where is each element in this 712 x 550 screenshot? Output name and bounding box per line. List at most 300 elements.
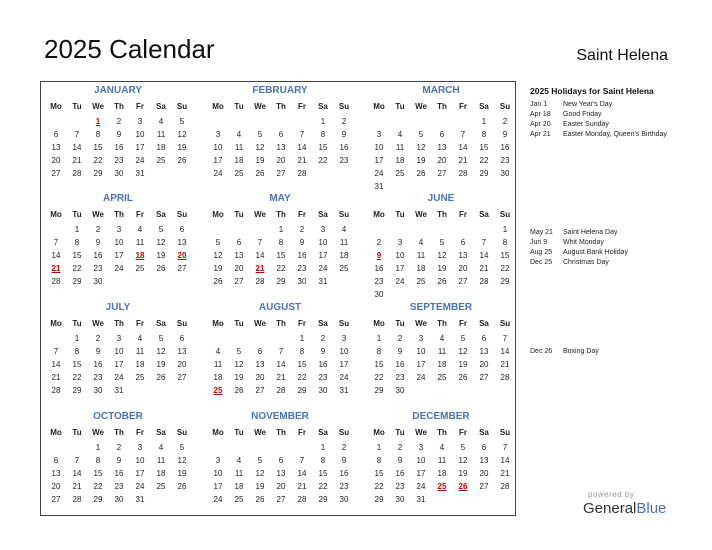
day-cell: 8	[376, 456, 382, 465]
day-cell: 29	[374, 386, 384, 395]
day-cell: 21	[458, 156, 468, 165]
day-cell: 19	[156, 360, 166, 369]
day-cell: 10	[213, 469, 223, 478]
weekday-header: Sa	[318, 319, 328, 328]
day-cell: 3	[341, 334, 347, 343]
holiday-name: Christmas Day	[563, 259, 609, 266]
day-cell: 27	[458, 277, 468, 286]
day-cell: 2	[299, 225, 305, 234]
holiday-day: 20	[177, 251, 187, 260]
day-cell: 26	[177, 482, 187, 491]
day-cell: 9	[502, 130, 508, 139]
day-cell: 25	[339, 264, 349, 273]
day-cell: 17	[213, 156, 223, 165]
day-cell: 25	[234, 495, 244, 504]
day-cell: 30	[395, 495, 405, 504]
day-cell: 24	[416, 373, 426, 382]
holiday-date: Jan 1	[530, 101, 548, 108]
weekday-header: We	[92, 210, 104, 219]
weekday-header: Mo	[212, 428, 224, 437]
day-cell: 10	[135, 130, 145, 139]
day-cell: 13	[276, 143, 286, 152]
day-cell: 28	[500, 373, 510, 382]
holiday-name: New Year's Day	[563, 101, 613, 108]
day-cell: 19	[255, 482, 265, 491]
day-cell: 3	[418, 443, 424, 452]
day-cell: 6	[53, 456, 59, 465]
day-cell: 19	[177, 143, 187, 152]
day-cell: 1	[481, 117, 487, 126]
day-cell: 27	[276, 495, 286, 504]
weekday-header: Fr	[136, 428, 144, 437]
day-cell: 3	[418, 334, 424, 343]
day-cell: 2	[95, 225, 101, 234]
powered-by-text: powered by	[588, 490, 635, 499]
day-cell: 31	[339, 386, 349, 395]
day-cell: 29	[374, 495, 384, 504]
day-cell: 6	[439, 130, 445, 139]
day-cell: 12	[234, 360, 244, 369]
day-cell: 19	[234, 373, 244, 382]
day-cell: 30	[374, 290, 384, 299]
day-cell: 2	[341, 117, 347, 126]
day-cell: 8	[320, 130, 326, 139]
day-cell: 5	[179, 443, 185, 452]
weekday-header: Th	[437, 102, 447, 111]
day-cell: 17	[114, 251, 124, 260]
weekday-header: Su	[499, 102, 511, 111]
day-cell: 13	[255, 360, 265, 369]
weekday-header: Su	[176, 210, 188, 219]
day-cell: 27	[177, 373, 187, 382]
month-name: MAY	[269, 193, 291, 204]
day-cell: 22	[374, 373, 384, 382]
day-cell: 11	[135, 238, 145, 247]
weekday-header: Sa	[479, 210, 489, 219]
day-cell: 30	[114, 169, 124, 178]
holiday-item	[530, 258, 675, 268]
day-cell: 27	[479, 373, 489, 382]
day-cell: 3	[320, 225, 326, 234]
weekday-header: Fr	[459, 210, 467, 219]
day-cell: 11	[156, 130, 166, 139]
day-cell: 6	[179, 225, 185, 234]
day-cell: 8	[299, 347, 305, 356]
day-cell: 5	[158, 225, 164, 234]
day-cell: 17	[416, 469, 426, 478]
day-cell: 23	[395, 482, 405, 491]
day-cell: 29	[276, 277, 286, 286]
holiday-item	[530, 347, 675, 357]
day-cell: 5	[257, 456, 263, 465]
day-cell: 6	[278, 130, 284, 139]
day-cell: 8	[95, 456, 101, 465]
weekday-header: Th	[276, 102, 286, 111]
day-cell: 1	[95, 443, 101, 452]
day-cell: 10	[395, 251, 405, 260]
day-cell: 17	[213, 482, 223, 491]
day-cell: 26	[255, 169, 265, 178]
weekday-header: Tu	[395, 210, 405, 219]
day-cell: 16	[114, 469, 124, 478]
day-cell: 19	[255, 156, 265, 165]
day-cell: 6	[53, 130, 59, 139]
day-cell: 16	[93, 360, 103, 369]
weekday-header: Th	[437, 319, 447, 328]
weekday-header: Fr	[298, 428, 306, 437]
day-cell: 25	[135, 373, 145, 382]
weekday-header: Mo	[373, 210, 385, 219]
day-cell: 27	[51, 169, 61, 178]
holiday-item	[530, 120, 675, 130]
day-cell: 11	[416, 251, 426, 260]
weekday-header: Sa	[318, 102, 328, 111]
brand-logo	[583, 500, 666, 517]
day-cell: 6	[257, 347, 263, 356]
day-cell: 28	[72, 169, 82, 178]
weekday-header: Fr	[136, 319, 144, 328]
page-title: 2025 Calendar	[44, 34, 215, 64]
day-cell: 22	[72, 373, 82, 382]
day-cell: 13	[177, 347, 187, 356]
day-cell: 5	[215, 238, 221, 247]
weekday-header: Fr	[298, 210, 306, 219]
weekday-header: Su	[499, 428, 511, 437]
day-cell: 28	[458, 169, 468, 178]
day-cell: 23	[93, 264, 103, 273]
day-cell: 28	[51, 386, 61, 395]
weekday-header: Su	[338, 210, 350, 219]
day-cell: 3	[215, 456, 221, 465]
day-cell: 21	[51, 373, 61, 382]
day-cell: 12	[177, 130, 187, 139]
holiday-group	[530, 100, 675, 140]
day-cell: 15	[72, 251, 82, 260]
day-cell: 26	[416, 169, 426, 178]
day-cell: 4	[158, 117, 164, 126]
weekday-header: Su	[338, 102, 350, 111]
day-cell: 17	[416, 360, 426, 369]
day-cell: 4	[397, 130, 403, 139]
day-cell: 17	[339, 360, 349, 369]
weekday-header: Mo	[50, 102, 62, 111]
holiday-day: 21	[255, 264, 265, 273]
day-cell: 2	[397, 334, 403, 343]
day-cell: 28	[500, 482, 510, 491]
day-cell: 1	[320, 117, 326, 126]
weekday-header: Mo	[212, 319, 224, 328]
day-cell: 12	[255, 143, 265, 152]
day-cell: 3	[397, 238, 403, 247]
day-cell: 13	[276, 469, 286, 478]
day-cell: 27	[479, 482, 489, 491]
weekday-header: Mo	[50, 428, 62, 437]
weekday-header: We	[92, 319, 104, 328]
day-cell: 11	[395, 143, 405, 152]
holiday-date: Aug 25	[530, 249, 553, 256]
day-cell: 26	[156, 264, 166, 273]
day-cell: 19	[458, 469, 468, 478]
day-cell: 26	[458, 373, 468, 382]
day-cell: 4	[215, 347, 221, 356]
day-cell: 8	[74, 238, 80, 247]
weekday-header: Fr	[459, 319, 467, 328]
day-cell: 29	[72, 386, 82, 395]
day-cell: 24	[114, 264, 124, 273]
weekday-header: We	[92, 428, 104, 437]
day-cell: 24	[114, 373, 124, 382]
day-cell: 13	[458, 251, 468, 260]
day-cell: 23	[500, 156, 510, 165]
day-cell: 20	[255, 373, 265, 382]
weekday-header: Mo	[373, 428, 385, 437]
day-cell: 28	[51, 277, 61, 286]
day-cell: 14	[255, 251, 265, 260]
day-cell: 19	[416, 156, 426, 165]
day-cell: 13	[177, 238, 187, 247]
day-cell: 12	[458, 456, 468, 465]
day-cell: 25	[156, 156, 166, 165]
weekday-header: Mo	[212, 102, 224, 111]
day-cell: 25	[234, 169, 244, 178]
day-cell: 2	[320, 334, 326, 343]
day-cell: 3	[376, 130, 382, 139]
day-cell: 27	[255, 386, 265, 395]
weekday-header: Sa	[318, 210, 328, 219]
day-cell: 30	[93, 386, 103, 395]
day-cell: 22	[93, 156, 103, 165]
day-cell: 30	[297, 277, 307, 286]
day-cell: 22	[318, 156, 328, 165]
day-cell: 16	[395, 360, 405, 369]
weekday-header: Su	[176, 102, 188, 111]
month-name: DECEMBER	[412, 411, 470, 422]
day-cell: 1	[320, 443, 326, 452]
day-cell: 24	[339, 373, 349, 382]
day-cell: 26	[213, 277, 223, 286]
day-cell: 10	[416, 456, 426, 465]
weekday-header: Mo	[373, 102, 385, 111]
month-name: MARCH	[422, 85, 460, 96]
weekday-header: Sa	[156, 102, 166, 111]
day-cell: 28	[479, 277, 489, 286]
day-cell: 24	[135, 482, 145, 491]
day-cell: 9	[320, 347, 326, 356]
day-cell: 6	[179, 334, 185, 343]
day-cell: 2	[116, 117, 122, 126]
day-cell: 30	[395, 386, 405, 395]
weekday-header: Su	[338, 428, 350, 437]
day-cell: 8	[376, 347, 382, 356]
day-cell: 23	[114, 482, 124, 491]
day-cell: 17	[135, 469, 145, 478]
day-cell: 3	[137, 117, 143, 126]
brand-general: General	[583, 500, 637, 517]
day-cell: 4	[137, 334, 143, 343]
day-cell: 23	[114, 156, 124, 165]
day-cell: 15	[276, 251, 286, 260]
day-cell: 2	[502, 117, 508, 126]
day-cell: 31	[416, 495, 426, 504]
holiday-date: Dec 26	[530, 348, 553, 355]
weekday-header: Mo	[212, 210, 224, 219]
day-cell: 29	[318, 495, 328, 504]
day-cell: 9	[341, 130, 347, 139]
day-cell: 15	[479, 143, 489, 152]
day-cell: 4	[418, 238, 424, 247]
day-cell: 27	[177, 264, 187, 273]
day-cell: 14	[297, 143, 307, 152]
holidays-title: 2025 Holidays for Saint Helena	[530, 86, 654, 96]
holiday-day: 18	[135, 251, 145, 260]
day-cell: 7	[53, 238, 59, 247]
day-cell: 15	[93, 143, 103, 152]
day-cell: 18	[437, 469, 447, 478]
day-cell: 20	[479, 360, 489, 369]
day-cell: 26	[234, 386, 244, 395]
weekday-header: Sa	[156, 319, 166, 328]
day-cell: 13	[234, 251, 244, 260]
day-cell: 6	[278, 456, 284, 465]
weekday-header: Tu	[234, 428, 244, 437]
day-cell: 9	[299, 238, 305, 247]
day-cell: 11	[135, 347, 145, 356]
day-cell: 18	[156, 469, 166, 478]
day-cell: 28	[276, 386, 286, 395]
day-cell: 6	[460, 238, 466, 247]
holiday-date: Jun 9	[530, 239, 548, 246]
day-cell: 23	[339, 482, 349, 491]
day-cell: 18	[156, 143, 166, 152]
day-cell: 20	[177, 360, 187, 369]
day-cell: 8	[481, 130, 487, 139]
day-cell: 7	[74, 456, 80, 465]
day-cell: 10	[135, 456, 145, 465]
weekday-header: We	[415, 102, 427, 111]
day-cell: 30	[114, 495, 124, 504]
day-cell: 19	[213, 264, 223, 273]
day-cell: 18	[416, 264, 426, 273]
holiday-item	[530, 238, 675, 248]
day-cell: 2	[341, 443, 347, 452]
day-cell: 22	[297, 373, 307, 382]
day-cell: 20	[234, 264, 244, 273]
month-name: JANUARY	[94, 85, 142, 96]
day-cell: 24	[135, 156, 145, 165]
weekday-header: Tu	[395, 102, 405, 111]
day-cell: 4	[439, 334, 445, 343]
weekday-header: Tu	[395, 428, 405, 437]
day-cell: 31	[374, 182, 384, 191]
day-cell: 28	[255, 277, 265, 286]
day-cell: 14	[479, 251, 489, 260]
day-cell: 3	[116, 334, 122, 343]
day-cell: 28	[297, 495, 307, 504]
holiday-item	[530, 100, 675, 110]
day-cell: 9	[95, 347, 101, 356]
day-cell: 9	[116, 456, 122, 465]
holiday-date: May 21	[530, 229, 553, 236]
day-cell: 24	[318, 264, 328, 273]
day-cell: 12	[458, 347, 468, 356]
day-cell: 22	[93, 482, 103, 491]
weekday-header: We	[415, 428, 427, 437]
day-cell: 13	[437, 143, 447, 152]
day-cell: 18	[213, 373, 223, 382]
day-cell: 27	[437, 169, 447, 178]
holiday-name: Whit Monday	[563, 239, 604, 246]
day-cell: 26	[156, 373, 166, 382]
day-cell: 1	[74, 334, 80, 343]
day-cell: 21	[500, 360, 510, 369]
day-cell: 21	[276, 373, 286, 382]
day-cell: 13	[51, 469, 61, 478]
weekday-header: Th	[114, 428, 124, 437]
day-cell: 27	[51, 495, 61, 504]
day-cell: 24	[213, 495, 223, 504]
day-cell: 15	[374, 469, 384, 478]
weekday-header: We	[254, 102, 266, 111]
day-cell: 11	[234, 143, 244, 152]
weekday-header: We	[92, 102, 104, 111]
weekday-header: Fr	[136, 102, 144, 111]
day-cell: 11	[437, 347, 447, 356]
day-cell: 13	[479, 347, 489, 356]
weekday-header: Th	[114, 210, 124, 219]
holiday-name: Easter Monday, Queen's Birthday	[563, 131, 667, 138]
day-cell: 26	[255, 495, 265, 504]
weekday-header: Th	[276, 428, 286, 437]
day-cell: 3	[215, 130, 221, 139]
day-cell: 6	[481, 443, 487, 452]
holiday-name: Easter Sunday	[563, 121, 609, 128]
day-cell: 9	[116, 130, 122, 139]
day-cell: 7	[74, 130, 80, 139]
day-cell: 11	[213, 360, 223, 369]
day-cell: 5	[236, 347, 242, 356]
weekday-header: Fr	[459, 102, 467, 111]
day-cell: 30	[93, 277, 103, 286]
day-cell: 29	[500, 277, 510, 286]
day-cell: 24	[374, 169, 384, 178]
day-cell: 1	[376, 334, 382, 343]
day-cell: 20	[51, 156, 61, 165]
weekday-header: Sa	[156, 428, 166, 437]
day-cell: 5	[418, 130, 424, 139]
weekday-header: Su	[176, 319, 188, 328]
day-cell: 17	[114, 360, 124, 369]
day-cell: 11	[339, 238, 349, 247]
day-cell: 5	[257, 130, 263, 139]
day-cell: 5	[179, 117, 185, 126]
day-cell: 19	[458, 360, 468, 369]
weekday-header: Tu	[234, 102, 244, 111]
weekday-header: Su	[176, 428, 188, 437]
day-cell: 20	[51, 482, 61, 491]
day-cell: 12	[213, 251, 223, 260]
weekday-header: Sa	[479, 319, 489, 328]
holiday-day: 25	[213, 386, 223, 395]
day-cell: 19	[437, 264, 447, 273]
holiday-name: Good Friday	[563, 111, 602, 118]
day-cell: 21	[500, 469, 510, 478]
day-cell: 11	[437, 456, 447, 465]
day-cell: 15	[297, 360, 307, 369]
day-cell: 10	[213, 143, 223, 152]
day-cell: 12	[177, 456, 187, 465]
holiday-name: Boxing Day	[563, 348, 599, 355]
day-cell: 15	[318, 143, 328, 152]
